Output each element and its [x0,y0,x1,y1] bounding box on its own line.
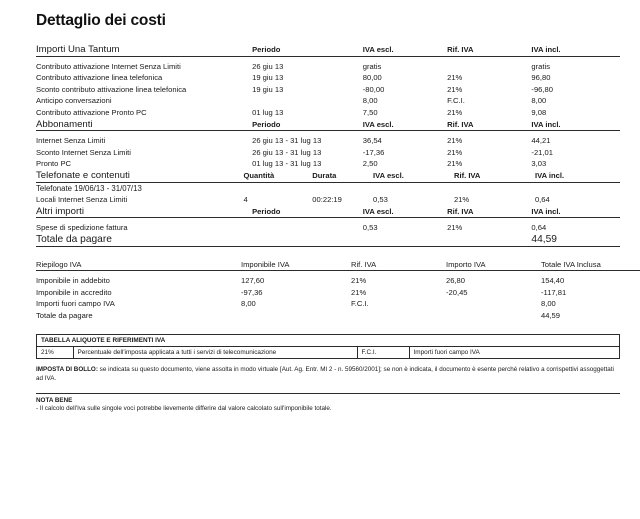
row-iva-incl: 96,80 [531,73,551,83]
section-header [36,206,620,218]
section-title: Telefonate e contenuti [36,170,243,182]
row-rif-iva: F.C.I. [447,96,465,106]
row-description: Anticipo conversazioni [36,96,112,106]
aliquote-rate: 21% [37,347,73,358]
row-description: Contributo attivazione Internet Senza Limiti [36,61,181,71]
row-description: Contributo attivazione Pronto PC [36,107,147,117]
row-iva-escl: 80,00 [362,73,382,83]
row-imponibile [241,310,351,322]
table-row [36,56,620,72]
row-rif-iva: 21% [447,223,463,233]
row-durata: 00:22:19 [312,195,342,205]
row-iva-incl: -21,01 [531,147,553,157]
row-importo-iva [446,298,541,310]
aliquote-table [36,334,620,359]
row-periodo: 19 giu 13 [252,84,284,94]
column-header-rif-iva: Rif. IVA [447,119,531,131]
row-rif-iva [351,310,446,322]
row-importo-iva: 26,80 [446,276,466,286]
table-row [36,95,620,107]
row-rif-iva: 21% [447,136,463,146]
table-row [36,298,640,310]
section-header [36,119,620,131]
aliquote-code: F.C.I. [357,347,409,358]
subsection-title: Telefonate 19/06/13 - 31/07/13 [36,183,142,193]
row-description: Importi fuori campo IVA [36,299,115,309]
row-totale: 8,00 [541,299,556,309]
table-row [36,271,640,287]
row-periodo: 26 giu 13 [252,61,284,71]
row-imponibile: -97,36 [241,287,263,297]
subsection-header [36,182,620,194]
row-imponibile: 127,60 [241,276,265,286]
column-header-imponibile-iva: Imponibile IVA [241,259,351,271]
riepilogo-header [36,259,640,271]
row-totale: 44,59 [541,310,561,320]
section-header [36,44,620,56]
table-row [36,107,620,119]
row-importo-iva [446,310,541,322]
row-periodo [252,218,363,234]
row-rif-iva: 21% [351,287,367,297]
row-rif-iva: 21% [447,73,463,83]
row-description: Locali Internet Senza Limiti [36,195,128,205]
row-iva-escl: -80,00 [362,84,385,94]
section-importi-una-tantum [36,44,620,119]
column-header-iva-escl: IVA escl. [363,206,447,218]
table-row [36,72,620,84]
column-header-periodo: Periodo [252,206,363,218]
row-iva-escl: 2,50 [362,159,378,169]
row-totale: 154,40 [541,276,565,286]
column-header-rif-iva: Rif. IVA [447,206,531,218]
row-periodo [252,95,363,107]
table-row [36,287,640,299]
column-header-iva-incl: IVA incl. [531,119,620,131]
total-block [36,234,620,247]
row-iva-incl: 9,08 [531,107,547,117]
row-rif-iva [447,56,531,72]
table-row [36,194,620,206]
row-rif-iva: F.C.I. [351,299,369,309]
section-title: Altri importi [36,206,252,218]
section-abbonamenti [36,119,620,170]
row-rif-iva: 21% [447,107,463,117]
column-header-iva-escl: IVA escl. [373,170,454,182]
column-header-riepilogo: Riepilogo IVA [36,259,241,271]
column-header-iva-escl: IVA escl. [363,44,447,56]
row-iva-escl: 0,53 [362,223,378,233]
row-imponibile: 8,00 [241,299,256,309]
column-header-totale-iva-inclusa: Totale IVA Inclusa [541,259,640,271]
row-description: Sconto Internet Senza Limiti [36,147,131,157]
row-iva-incl: 0,64 [531,223,547,233]
row-iva-escl: gratis [362,61,382,71]
table-row [36,158,620,170]
column-header-rif-iva: Rif. IVA [447,44,531,56]
row-description: Imponibile in addebito [36,276,110,286]
row-periodo: 26 giu 13 - 31 lug 13 [252,147,322,157]
column-header-iva-incl: IVA incl. [535,170,620,182]
imposta-di-bollo-note [36,366,620,383]
total-value: 44,59 [531,234,620,246]
row-iva-incl: gratis [531,61,550,71]
row-description: Pronto PC [36,159,72,169]
imposta-di-bollo-label: IMPOSTA DI BOLLO: [36,366,98,374]
section-telefonate-e-contenuti [36,170,620,206]
nota-bene-text: - Il calcolo dell'Iva sulle singole voci potrebbe lievemente differire dal valore calcolato sull'imponibile totale. [36,405,332,413]
row-iva-incl: -96,80 [531,84,553,94]
table-row [36,131,620,147]
row-importo-iva: -20,45 [446,287,468,297]
section-title: Abbonamenti [36,119,252,131]
nota-bene-block [36,393,620,414]
row-description: Imponibile in accredito [36,287,112,297]
column-header-iva-escl: IVA escl. [363,119,447,131]
row-totale: -117,81 [541,287,567,297]
row-quantita: 4 [243,195,248,205]
row-periodo: 19 giu 13 [252,73,284,83]
row-description: Totale da pagare [36,310,93,320]
row-iva-incl: 3,03 [531,159,547,169]
table-row [37,347,619,358]
row-periodo: 01 lug 13 [252,107,284,117]
aliquote-rate-description: Percentuale dell'imposta applicata a tutti i servizi di telecomunicazione [73,347,357,358]
row-iva-escl: 0,53 [373,195,388,205]
row-iva-incl: 8,00 [531,96,547,106]
row-iva-escl: 8,00 [362,96,378,106]
row-rif-iva: 21% [447,159,463,169]
column-header-durata: Durata [312,170,373,182]
row-periodo: 26 giu 13 - 31 lug 13 [252,136,322,146]
aliquote-title: TABELLA ALIQUOTE E RIFERIMENTI IVA [37,335,619,347]
row-iva-escl: 7,50 [362,107,378,117]
total-label: Totale da pagare [36,234,531,246]
section-header [36,170,620,182]
total-row [36,234,620,246]
imposta-di-bollo-text: se indicata su questo documento, viene assolta in modo virtuale [Aut. Ag. Entr. MI 2 - n. 59560/2001]; se non è indicata, il documento è esente perché relativo a corrispettivi assoggettati ad IVA. [36,366,614,383]
row-description: Spese di spedizione fattura [36,223,128,233]
row-rif-iva: 21% [447,147,463,157]
row-iva-escl: 36,54 [362,136,382,146]
table-row [36,147,620,159]
row-description: Contributo attivazione linea telefonica [36,73,163,83]
riepilogo-iva-table [36,259,640,322]
nota-bene-title: NOTA BENE [36,396,73,404]
aliquote-code-description: Importi fuori campo IVA [413,349,480,357]
column-header-periodo: Periodo [252,44,363,56]
row-iva-incl: 44,21 [531,136,551,146]
column-header-periodo: Periodo [252,119,363,131]
column-header-rif-iva: Rif. IVA [454,170,535,182]
table-row [36,310,640,322]
table-row [36,84,620,96]
section-title: Importi Una Tantum [36,44,252,56]
column-header-quantita: Quantità [243,170,312,182]
row-rif-iva: 21% [447,84,463,94]
row-description: Sconto contributo attivazione linea telefonica [36,84,187,94]
row-rif-iva: 21% [351,276,367,286]
page-title: Dettaglio dei costi [36,12,166,29]
table-row [36,218,620,234]
row-periodo: 01 lug 13 - 31 lug 13 [252,159,322,169]
section-altri-importi [36,206,620,234]
row-rif-iva: 21% [453,195,470,205]
row-iva-incl: 0,64 [534,195,550,205]
row-iva-escl: -17,36 [362,147,385,157]
column-header-importo-iva: Importo IVA [446,259,541,271]
column-header-iva-incl: IVA incl. [531,44,620,56]
column-header-rif-iva: Rif. IVA [351,259,446,271]
column-header-iva-incl: IVA incl. [531,206,620,218]
row-description: Internet Senza Limiti [36,136,106,146]
